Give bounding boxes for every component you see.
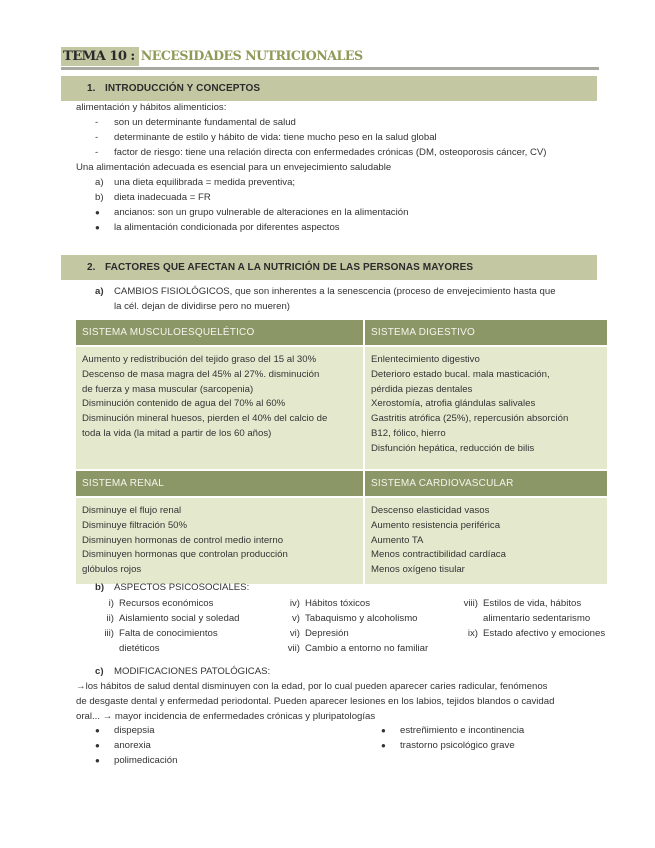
table-header-musculo: SISTEMA MUSCULOESQUELÉTICO [76,320,365,345]
table-line: Xerostomía, atrofia glándulas salivales [371,398,536,410]
subsection-b-title: ASPECTOS PSICOSOCIALES: [114,582,250,593]
table-line: Aumento TA [371,534,424,546]
roman-numeral: iv) [289,598,300,609]
psychosocial-text: Tabaquismo y alcoholismo [305,613,418,624]
dash-item [95,146,546,161]
pathology-paragraph-line: →los hábitos de salud dental disminuyen con la edad, por lo cual pueden aparecer caries radicular, fenómenos [76,681,548,692]
table-line: Menos oxígeno tisular [371,564,465,576]
table-line: Gastritis atrófica (25%), repercusión absorción [371,413,569,425]
table-line: Disminuyen hormonas de control medio interno [82,534,284,546]
bullet-icon: ● [381,726,386,735]
bullet-icon: ● [95,726,100,735]
table-line: Disminución mineral huesos, pierden el 40% del calcio de [82,413,328,425]
bullet-text: estreñimiento e incontinencia [400,725,525,736]
psychosocial-text: Aislamiento social y soledad [119,613,240,624]
title-tag: TEMA 10 : [61,47,139,66]
table-cell-digestivo [365,347,607,469]
pathology-paragraph-line: de desgaste dental y enfermedad periodontal. Pueden aparecer lesiones en los labios, tejidos blandos o cavidad [76,696,555,707]
title-name: NECESIDADES NUTRICIONALES [140,48,363,63]
table-header-renal: SISTEMA RENAL [76,471,365,496]
roman-numeral: vi) [289,628,300,639]
bullet-icon: ● [95,208,100,217]
physiological-table [76,320,607,584]
bullet-text: dispepsia [114,725,155,736]
table-line: B12, fólico, hierro [371,427,446,439]
table-line: de fuerza y masa muscular (sarcopenia) [82,383,254,395]
roman-numeral: v) [292,613,300,624]
table-cell-musculo [76,347,365,469]
psychosocial-text: dietéticos [119,643,160,654]
subsection-a-label: a) [95,286,104,297]
roman-numeral: ix) [467,628,478,639]
pathology-paragraph-line: oral... → mayor incidencia de enfermedades crónicas y pluripatologías [76,711,376,722]
dash-item-text: determinante de estilo y hábito de vida: tiene mucho peso en la salud global [114,132,437,143]
table-line: pérdida piezas dentales [371,383,473,395]
dash-item-text: factor de riesgo: tiene una relación directa con enfermedades crónicas (DM, osteoporosis cáncer, CV) [114,147,547,158]
psychosocial-text: Cambio a entorno no familiar [305,643,429,654]
table-header-digestivo: SISTEMA DIGESTIVO [365,320,607,345]
subsection-c-title: MODIFICACIONES PATOLÓGICAS: [114,666,271,677]
bullet-icon: ● [95,741,100,750]
lettered-text: dieta inadecuada = FR [114,192,211,203]
dash-item [95,131,437,146]
table-line: Disminuye filtración 50% [82,519,188,531]
bullet-icon: ● [381,741,386,750]
table-line: Disfunción hepática, reducción de bilis [371,442,535,454]
table-line: Disminución contenido de agua del 70% al 60% [82,398,286,410]
psychosocial-text: Estilos de vida, hábitos [483,598,582,609]
roman-numeral: ii) [106,613,114,624]
table-line: toda la vida (la mitad a partir de los 60 años) [82,427,272,439]
table-line: Enlentecimiento digestivo [371,354,480,365]
roman-numeral: viii) [463,598,478,609]
psychosocial-text: Depresión [305,628,349,639]
section-1-header [61,76,597,101]
section-2-number: 2. [87,262,96,273]
page-title [61,46,599,70]
roman-numeral: vii) [287,643,300,654]
psychosocial-text: alimentario sedentarismo [483,613,591,624]
bullet-text: anorexia [114,740,151,751]
table-cell-renal [76,498,365,584]
bullet-text: polimedicación [114,755,178,766]
statement-text: Una alimentación adecuada es esencial para un envejecimiento saludable [76,162,392,173]
dash-item [95,116,296,131]
lettered-label: b) [95,192,104,203]
psychosocial-text: Falta de conocimientos [119,628,218,639]
table-line: Aumento resistencia periférica [371,519,501,531]
table-line: Descenso de masa magra del 45% al 27%. disminución [82,368,320,380]
section-2-heading: FACTORES QUE AFECTAN A LA NUTRICIÓN DE LAS PERSONAS MAYORES [105,262,474,273]
roman-numeral: i) [108,598,114,609]
roman-numeral: iii) [104,628,114,639]
table-cell-cardio [365,498,607,584]
lettered-label: a) [95,177,104,188]
table-line: Disminuyen hormonas que controlan producción [82,549,288,561]
section-1-heading: INTRODUCCIÓN Y CONCEPTOS [105,83,261,94]
subsection-a-title: CAMBIOS FISIOLÓGICOS, [114,286,233,297]
bullet-text: la alimentación condicionada por diferentes aspectos [114,222,340,233]
bullet-icon: ● [95,223,100,232]
lettered-text: una dieta equilibrada = medida preventiva; [114,177,296,188]
table-line: Aumento y redistribución del tejido graso del 15 al 30% [82,354,317,365]
section-2-header [61,255,597,280]
subsection-c-label: c) [95,666,104,677]
subsection-b-label: b) [95,582,105,593]
intro-text: alimentación y hábitos alimenticios: [76,102,227,113]
table-line: glóbulos rojos [82,564,142,576]
psychosocial-text: Hábitos tóxicos [305,598,371,609]
psychosocial-text: Estado afectivo y emociones [483,628,606,639]
table-line: Descenso elasticidad vasos [371,505,490,516]
dash-item-text: son un determinante fundamental de salud [114,117,296,128]
table-line: Deterioro estado bucal. mala masticación, [371,368,550,380]
bullet-text: ancianos: son un grupo vulnerable de alteraciones en la alimentación [114,207,409,218]
subsection-a-text-2: la cél. dejan de dividirse pero no mueren) [114,301,290,312]
subsection-a-text: que son inherentes a la senescencia (proceso de envejecimiento hasta que [232,286,556,297]
subsection-a-line [114,285,556,300]
table-header-cardio: SISTEMA CARDIOVASCULAR [365,471,607,496]
bullet-text: trastorno psicológico grave [400,740,515,751]
table-line: Disminuye el flujo renal [82,505,182,516]
bullet-icon: ● [95,756,100,765]
section-1-number: 1. [87,83,96,94]
psychosocial-text: Recursos económicos [119,598,214,609]
table-line: Menos contractibilidad cardíaca [371,549,506,561]
